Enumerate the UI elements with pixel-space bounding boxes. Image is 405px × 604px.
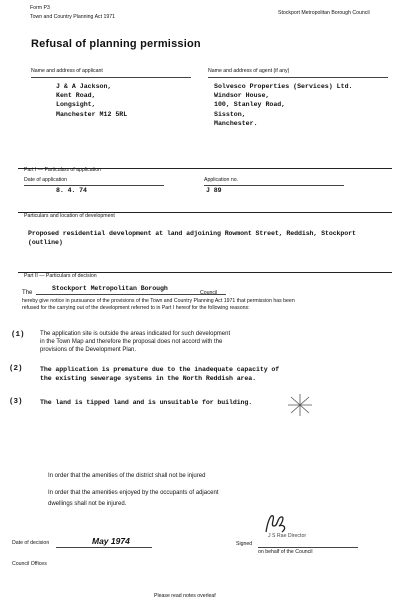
agent-label: Name and address of agent (if any): [208, 68, 290, 74]
part1-heading: Part I — Particulars of application: [24, 167, 101, 173]
development-text-2: (outline): [28, 239, 63, 246]
date-of-application-label: Date of application: [24, 177, 67, 183]
notice-line-2: refused for the carrying out of the development referred to in Part I hereof for the following reasons:: [22, 305, 250, 311]
reason-number: (3): [9, 398, 23, 406]
council-offices: Council Offices: [12, 561, 47, 567]
document-title: Refusal of planning permission: [31, 38, 201, 50]
signed-label: Signed: [236, 541, 253, 547]
extra-reason-1: In order that the amenities of the district shall not be injured: [48, 473, 206, 479]
development-text: Proposed residential development at land adjoining Rowmont Street, Reddish, Stockport: [28, 230, 356, 237]
application-no-value: J 89: [206, 187, 222, 194]
date-of-decision-label: Date of decision: [12, 540, 50, 546]
signatory: J S Rae Director: [268, 533, 307, 539]
on-behalf-label: on behalf of the Council: [258, 549, 313, 555]
agent-address: Solvesco Properties (Services) Ltd. Windsor House, 100, Stanley Road, Sisston, Manchester.: [214, 83, 353, 127]
extra-reason-3: dwellings shall not be injured.: [48, 501, 127, 507]
form-id: Form P3: [30, 5, 50, 11]
applicant-address: J & A Jackson, Kent Road, Longsight, Manchester M12 5RL: [56, 83, 128, 118]
council-top: Stockport Metropolitan Borough Council: [278, 10, 370, 16]
reason-text: The application site is outside the areas indicated for such development in the Town Map and therefore the proposal does not accord with the provisions of the Development Plan.: [40, 331, 231, 354]
development-label: Particulars and location of development: [24, 213, 115, 219]
application-no-label: Application no.: [204, 177, 239, 183]
extra-reason-2: In order that the amenities enjoyed by the occupants of adjacent: [48, 490, 219, 496]
reason-text-2: the existing sewerage systems in the North Reddish area.: [40, 375, 256, 382]
council-word: Council: [200, 290, 218, 296]
council-name: Stockport Metropolitan Borough: [52, 285, 168, 292]
part2-heading: Part II — Particulars of decision: [24, 273, 97, 279]
ink-blot: [285, 392, 315, 418]
reason-number: (2): [9, 365, 23, 373]
date-of-decision-value: May 1974: [92, 536, 130, 546]
reason-text: The land is tipped land and is unsuitable for building.: [40, 399, 253, 406]
date-of-application-value: 8. 4. 74: [56, 187, 87, 194]
footer-note: Please read notes overleaf: [154, 593, 216, 599]
applicant-label: Name and address of applicant: [31, 68, 103, 74]
the-word: The: [22, 290, 33, 296]
reason-text: The application is premature due to the inadequate capacity of: [40, 366, 280, 373]
reason-number: (1): [11, 331, 25, 339]
notice-line-1: hereby give notice in pursuance of the provisions of the Town and Country Planning Act 1971 that permission has been: [22, 298, 295, 304]
act-title: Town and Country Planning Act 1971: [30, 14, 116, 20]
